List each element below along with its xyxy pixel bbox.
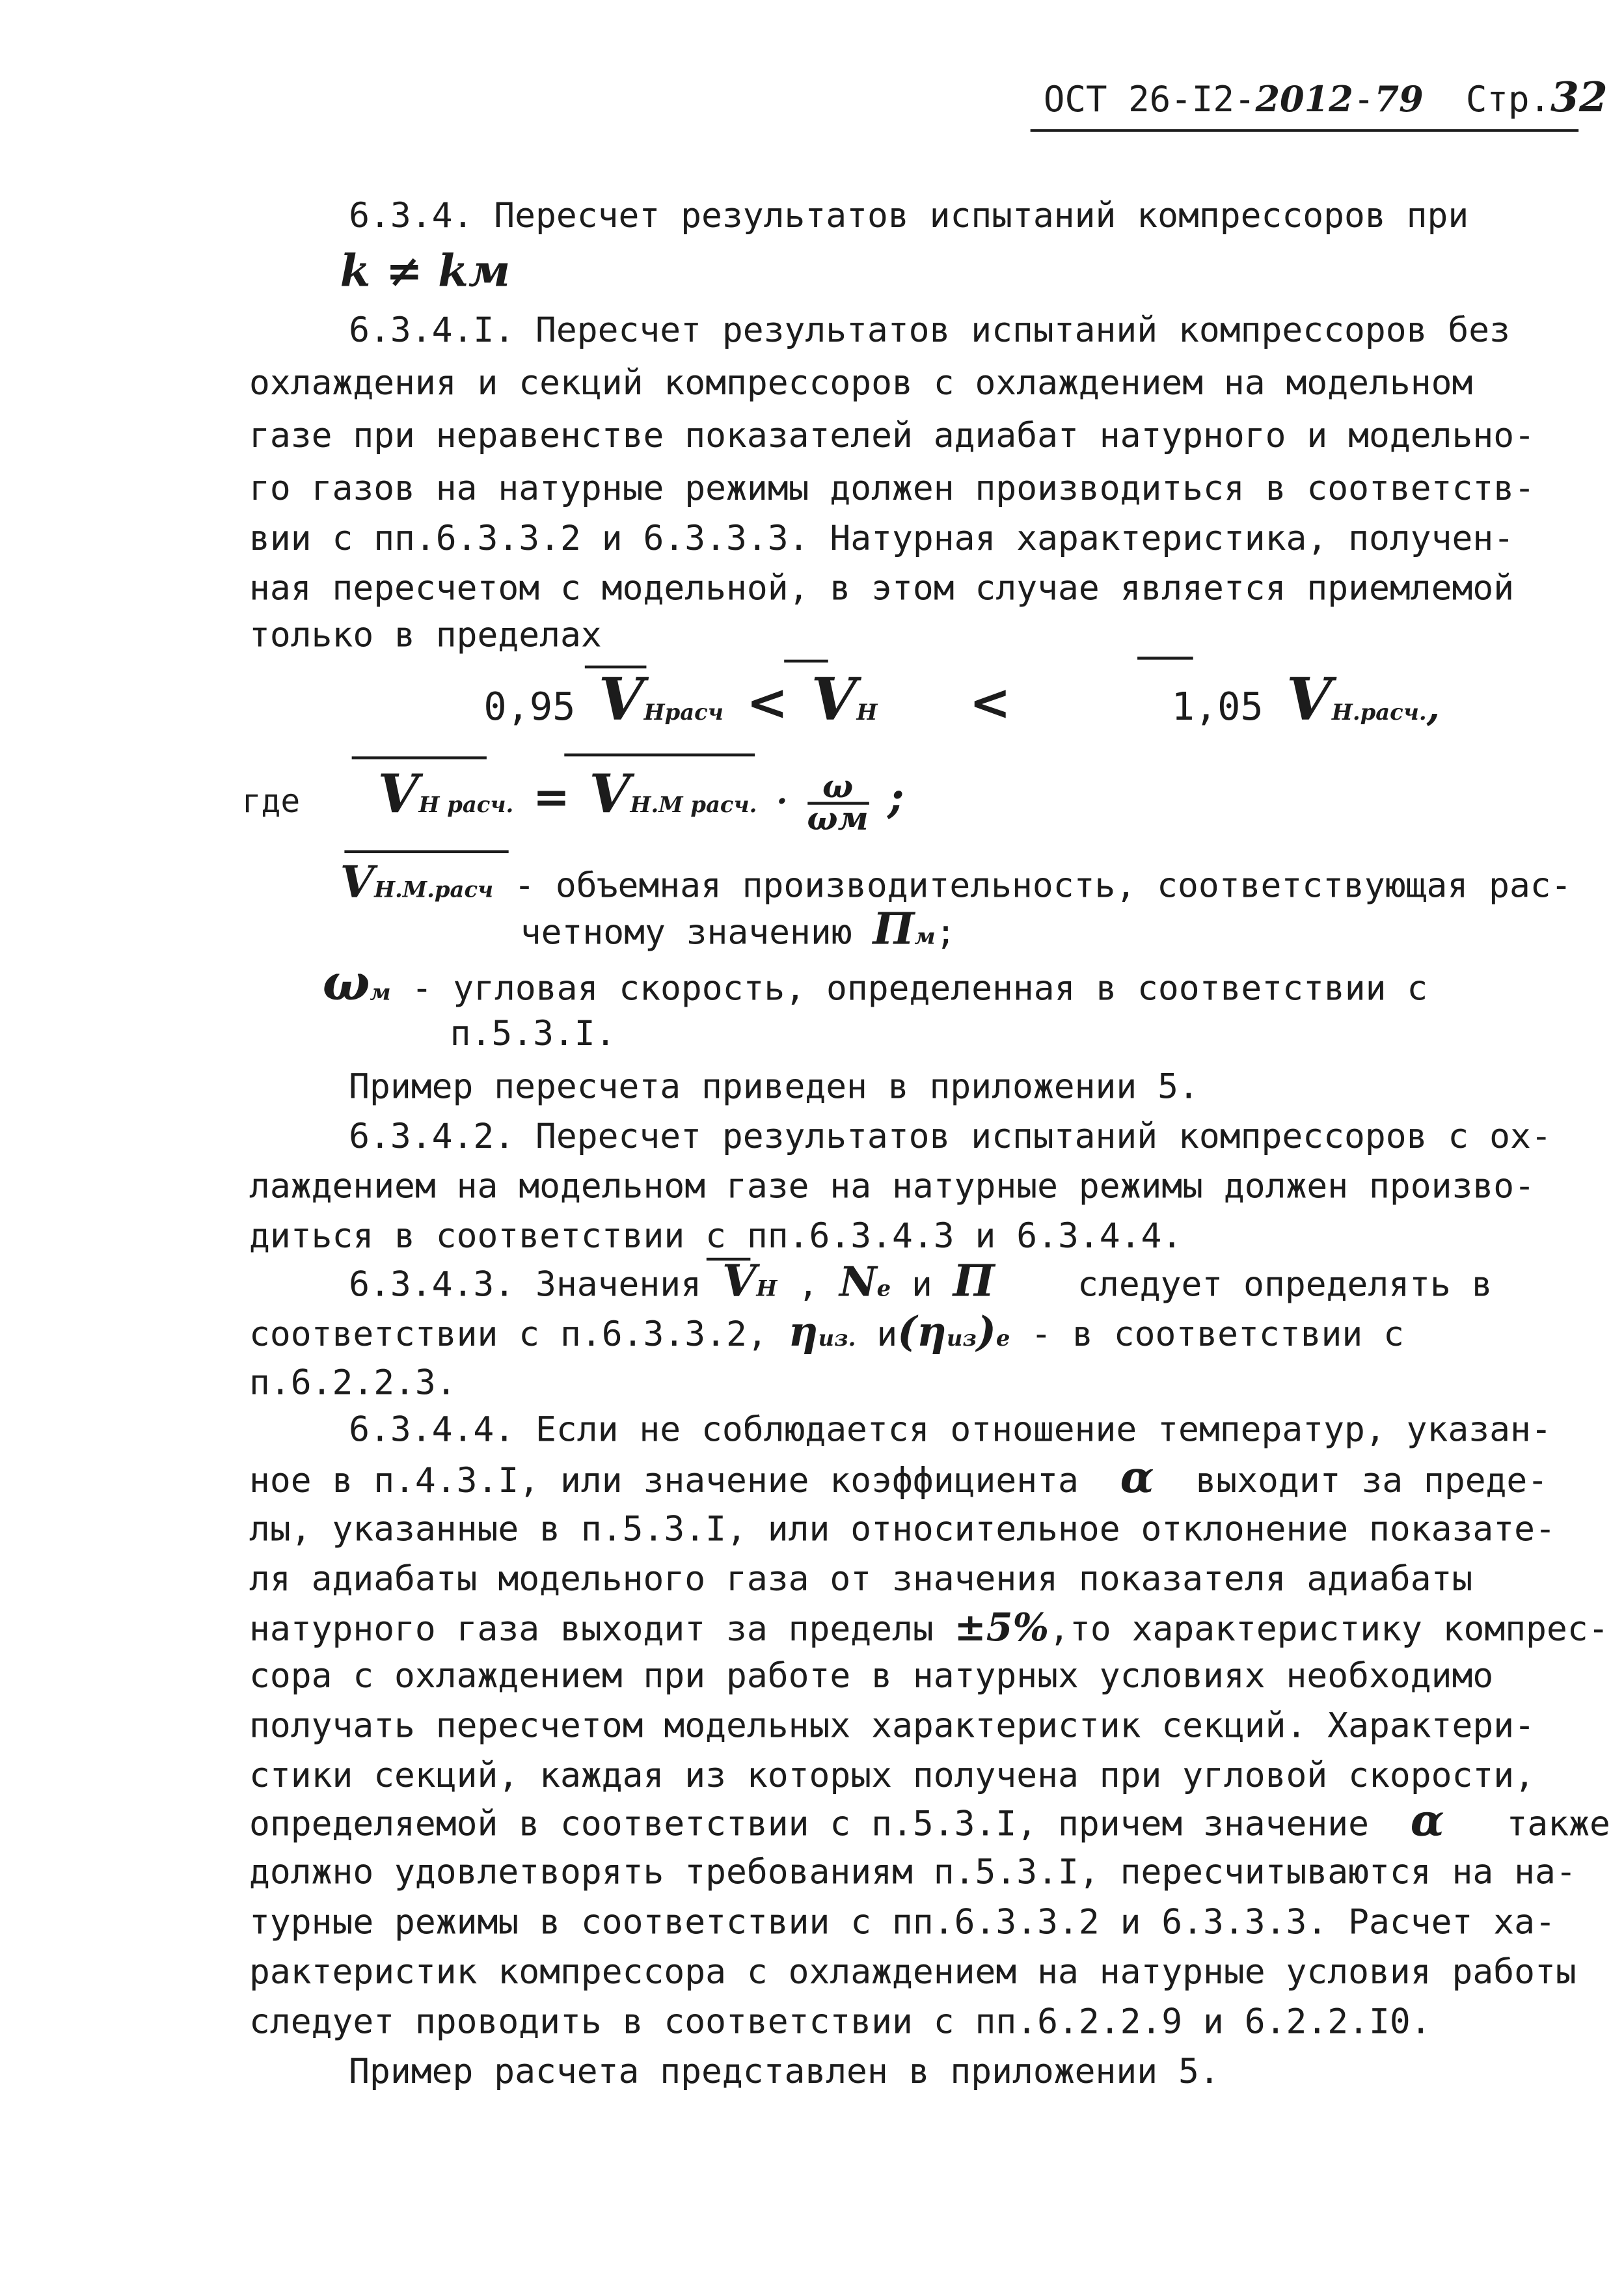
para-6341-line: ная пересчетом с модельной, в этом случае является приемлемой xyxy=(249,567,1515,608)
para-6343-line: п.6.2.2.3. xyxy=(249,1361,457,1403)
definition-vhm xyxy=(340,857,1572,912)
para-6344-line: определяемой в соответствии с п.5.3.I, причем значение α также xyxy=(249,1795,1610,1847)
v-h-middle: VН xyxy=(811,665,878,735)
less-than-sign: < xyxy=(746,674,789,733)
header-rule xyxy=(1031,129,1579,132)
section-title xyxy=(349,193,1468,238)
para-6341-line: охлаждения и секций компрессоров с охлаждением на модельном xyxy=(249,362,1473,403)
v-hm-calc: VН.М расч. xyxy=(589,763,757,826)
definition-vhm-cont: четному значению Пм; xyxy=(520,904,956,956)
definition-omega xyxy=(322,954,1428,1014)
para-6341-line: вии с пп.6.3.3.2 и 6.3.3.3. Натурная характеристика, получен- xyxy=(249,517,1515,559)
para-6343-line: соответствии с п.6.3.3.2, ηиз. и(ηиз)e - в соответствии с xyxy=(249,1307,1405,1356)
symbol-v-hm-calc: VН.М.расч xyxy=(340,857,494,909)
page-label: Стр. xyxy=(1465,79,1551,120)
para-6342-line: диться в соответствии с пп.6.3.4.3 и 6.3.4.4. xyxy=(249,1215,1183,1257)
para-6342-line: лаждением на модельном газе на натурные режимы должен произво- xyxy=(249,1165,1536,1206)
where-label: где xyxy=(241,784,301,821)
plus-minus-five-percent: ±5% xyxy=(954,1606,1049,1651)
doc-code-dash: - xyxy=(1353,79,1375,120)
overline xyxy=(585,666,647,669)
para-6341-line: газе при неравенстве показателей адиабат натурного и модельно- xyxy=(249,415,1536,456)
para-6344-line: рактеристик компрессора с охлаждением на натурные условия работы xyxy=(249,1951,1577,1992)
example-note: Пример расчета представлен в приложении 5. xyxy=(349,2050,1220,2092)
coef-low: 0,95 xyxy=(483,686,576,730)
para-6341-line: 6.3.4.I. Пересчет результатов испытаний компрессоров без xyxy=(349,309,1510,351)
inequality-formula: 0,95 VНрасч < VН < 1,05 VН.расч., xyxy=(483,665,1441,735)
overline xyxy=(564,754,755,757)
para-6344-line: следует проводить в соответствии с пп.6.2.2.9 и 6.2.2.I0. xyxy=(249,2000,1431,2043)
section-title-text: Пересчет результатов испытаний компрессоров при xyxy=(494,195,1469,236)
para-6343-line: 6.3.4.3. Значения VН , Ne и П следует определять в xyxy=(349,1256,1493,1308)
para-6342-line: 6.3.4.2. Пересчет результатов испытаний компрессоров с ох- xyxy=(349,1115,1552,1157)
overline xyxy=(707,1258,751,1261)
overline xyxy=(352,756,487,759)
section-number: 6.3.4. xyxy=(349,195,474,236)
multiply-dot: · xyxy=(776,782,788,821)
para-6344-line: ля адиабаты модельного газа от значения показателя адиабаты xyxy=(249,1558,1473,1599)
equals-sign: = xyxy=(533,772,570,824)
symbol-v-h: VН xyxy=(722,1256,778,1308)
symbol-alpha: α xyxy=(1120,1452,1154,1504)
symbol-pi-m: Пм xyxy=(873,904,936,956)
doc-code: ОСТ 26-I2- xyxy=(1043,79,1256,120)
coef-high: 1,05 xyxy=(1171,686,1264,730)
para-6344-line: 6.3.4.4. Если не соблюдается отношение температур, указан- xyxy=(349,1408,1552,1450)
definition-text: - угловая скорость, определенная в соответствии с xyxy=(411,967,1428,1009)
fraction-numerator: ω xyxy=(807,772,868,805)
symbol-eta-iz-e: (ηиз)e xyxy=(897,1307,1010,1356)
para-6344-line: ное в п.4.3.I, или значение коэффициента α выходит за преде- xyxy=(249,1452,1549,1504)
symbol-n-e: Ne xyxy=(839,1257,891,1307)
example-note: Пример пересчета приведен в приложении 5. xyxy=(349,1065,1199,1107)
symbol-pi: П xyxy=(953,1256,995,1308)
para-6344-line: получать пересчетом модельных характеристик секций. Характери- xyxy=(249,1704,1536,1746)
doc-year-handwritten: 79 xyxy=(1374,77,1424,120)
para-6344-line: стики секций, каждая из которых получена при угловой скорости, xyxy=(249,1754,1536,1796)
less-than-sign-2: < xyxy=(969,674,1011,733)
symbol-eta-iz: ηиз. xyxy=(788,1307,856,1356)
para-6341-line: только в пределах xyxy=(249,614,602,655)
omega-fraction xyxy=(807,768,869,839)
v-h-calc-lhs: VН расч. xyxy=(377,763,514,826)
definition-text: - объемная производительность, соответствующая рас- xyxy=(514,865,1572,906)
v-h-calc-right: VН.расч. xyxy=(1286,665,1427,735)
overline xyxy=(784,660,828,663)
para-6344-line: сора с охлаждением при работе в натурных условиях необходимо xyxy=(249,1655,1494,1696)
doc-number-handwritten: 2012 xyxy=(1255,77,1353,120)
para-6344-line: турные режимы в соответствии с пп.6.3.3.2 и 6.3.3.3. Расчет ха- xyxy=(249,1901,1556,1942)
section-condition: k ≠ kм xyxy=(340,246,511,298)
header xyxy=(1043,73,1608,122)
page-number-handwritten: 32 xyxy=(1550,73,1608,122)
para-6344-line: должно удовлетворять требованиям п.5.3.I, пересчитываются на на- xyxy=(249,1851,1577,1893)
v-h-calc-left: VНрасч xyxy=(598,665,724,735)
para-6344-line: лы, указанные в п.5.3.I, или относительное отклонение показате- xyxy=(249,1508,1556,1550)
para-6344-line: натурного газа выходит за пределы ±5%,то характеристику компрес- xyxy=(249,1606,1609,1651)
where-formula xyxy=(241,763,904,839)
symbol-omega-m: ωм xyxy=(322,954,391,1013)
fraction-denominator: ωм xyxy=(807,800,869,839)
symbol-alpha: α xyxy=(1410,1795,1444,1847)
semicolon: ; xyxy=(887,772,904,824)
para-6341-line: го газов на натурные режимы должен производиться в соответств- xyxy=(249,467,1536,509)
overline xyxy=(1137,657,1193,660)
overline xyxy=(344,850,508,854)
definition-omega-cont: п.5.3.I. xyxy=(450,1013,616,1054)
